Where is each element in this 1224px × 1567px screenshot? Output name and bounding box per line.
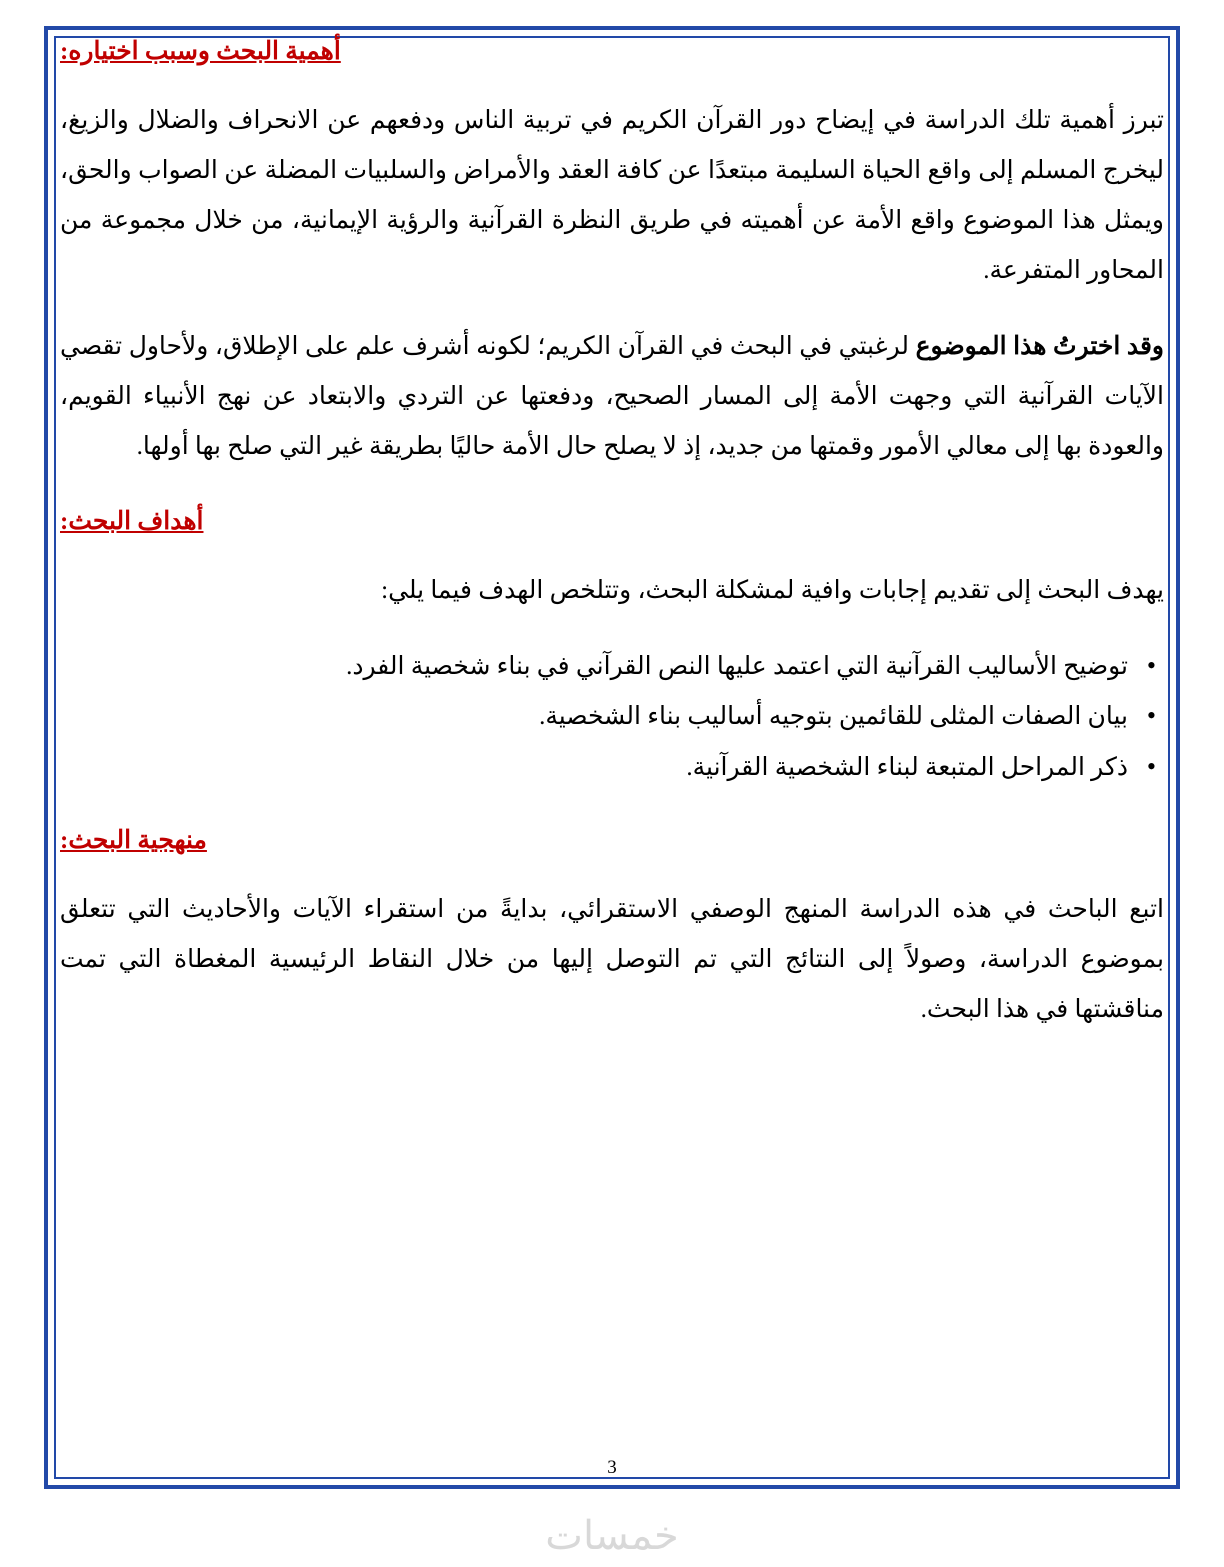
paragraph-methodology-1: اتبع الباحث في هذه الدراسة المنهج الوصفي الاستقرائي، بدايةً من استقراء الآيات والأحاديث التي تتعلق بموضوع الدراسة، وصولاً إلى النتائج التي تم التوصل إليها من خلال النقاط الرئيسية المغطاة التي تمت مناقشتها في هذا البحث. bbox=[60, 895, 1164, 1023]
list-item: • بيان الصفات المثلى للقائمين بتوجيه أساليب بناء الشخصية. bbox=[60, 694, 1164, 740]
paragraph-bold-prefix: وقد اخترتُ هذا الموضوع bbox=[915, 333, 1164, 360]
page-number: 3 bbox=[607, 1457, 617, 1478]
page-content bbox=[60, 36, 1164, 1527]
section-heading-objectives: أهداف البحث: bbox=[60, 508, 204, 535]
watermark: خمسات bbox=[545, 1514, 679, 1558]
section-heading-importance: أهمية البحث وسبب اختياره: bbox=[60, 38, 341, 65]
paragraph-importance-1: تبرز أهمية تلك الدراسة في إيضاح دور القرآن الكريم في تربية الناس ودفعهم عن الانحراف والضلال والزيغ، ليخرج المسلم إلى واقع الحياة السليمة مبتعدًا عن كافة العقد والأمراض والسلبيات المضلة عن الصواب والحق، ويمثل هذا الموضوع واقع الأمة عن أهميته في طريق النظرة القرآنية والرؤية الإيمانية، من خلال مجموعة من المحاور المتفرعة. bbox=[60, 107, 1164, 284]
objectives-list bbox=[60, 644, 1164, 791]
paragraph-importance-2 bbox=[60, 322, 1164, 472]
section-heading-methodology: منهجية البحث: bbox=[60, 826, 207, 854]
list-item: • ذكر المراحل المتبعة لبناء الشخصية القرآنية. bbox=[60, 745, 1164, 791]
list-item: • توضيح الأساليب القرآنية التي اعتمد عليها النص القرآني في بناء شخصية الفرد. bbox=[60, 644, 1164, 690]
paragraph-importance-2-rest: لرغبتي في البحث في القرآن الكريم؛ لكونه أشرف علم على الإطلاق، ولأحاول تقصي الآيات القرآنية التي وجهت الأمة إلى المسار الصحيح، ودفعتها عن التردي والابتعاد عن نهج الأنبياء القويم، والعودة بها إلى معالي الأمور وقمتها من جديد، إذ لا يصلح حال الأمة حاليًا بطريقة غير التي صلح بها أولها. bbox=[60, 333, 1164, 460]
paragraph-objectives-intro: يهدف البحث إلى تقديم إجابات وافية لمشكلة البحث، وتتلخص الهدف فيما يلي: bbox=[381, 577, 1164, 604]
